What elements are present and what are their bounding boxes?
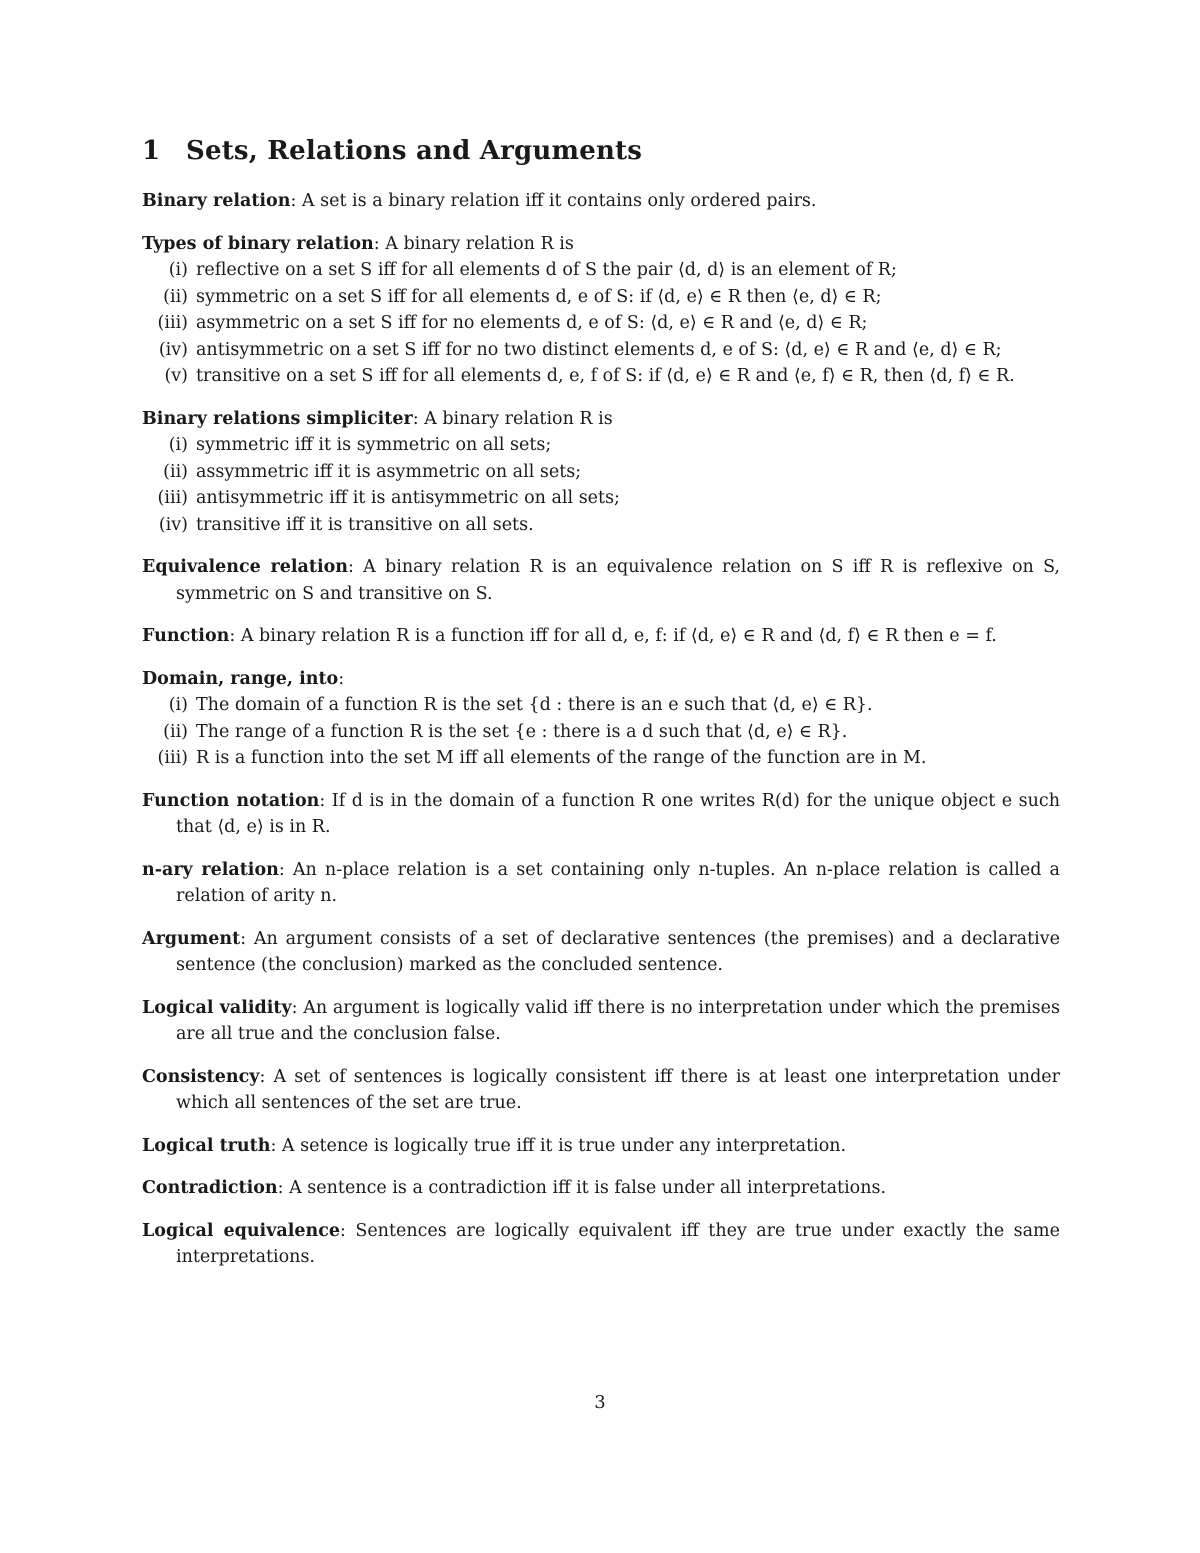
item-label: (iv) — [158, 514, 188, 535]
definition-entry: Types of binary relation: A binary relation R is (i) reflective on a set S iff for all elements d of S the pair ⟨d, d⟩ is an element of R; (ii) symmetric on a set S iff for all elements d, e of S: if ⟨d, e⟩ ∈ R then ⟨e, d⟩ ∈ R; (iii) asymmetric on a set S iff for no elements d, e of S: ⟨d, e⟩ ∈ R and ⟨e, d⟩ ∈ R; (iv) antisymmetric on a set S iff for no two distinct elements d, e of S: ⟨d, e⟩ ∈ R and ⟨e, d⟩ ∈ R; (v) transitive on a set S iff for all elements d, e, f of S: if ⟨d, e⟩ ∈ R and ⟨e, f⟩ ∈ R, then ⟨d, f⟩ ∈ R. — [142, 231, 1060, 390]
definition-term: Types of binary relation — [142, 233, 374, 254]
definition-body: An argument consists of a set of declarative sentences (the premises) and a declarative sentence (the conclusion) marked as the concluded sentence. — [176, 928, 1060, 975]
item-text: The domain of a function R is the set {d : there is an e such that ⟨d, e⟩ ∈ R}. — [196, 695, 873, 715]
item-label: (iii) — [157, 313, 188, 333]
section-title: Sets, Relations and Arguments — [186, 136, 643, 166]
definition-term: Binary relation — [142, 191, 291, 211]
item-text: assymmetric iff it is asymmetric on all sets; — [196, 461, 582, 482]
list-item — [142, 432, 1060, 459]
item-label: (iii) — [157, 748, 188, 768]
definition-entry: Logical validity: An argument is logically valid iff there is no interpretation under which the premises are all true and the conclusion false. — [142, 997, 1060, 1044]
item-text: asymmetric on a set S iff for no elements d, e of S: ⟨d, e⟩ ∈ R and ⟨e, d⟩ ∈ R; — [196, 313, 868, 333]
definition-term: Argument — [142, 928, 241, 949]
section-number: 1 — [142, 136, 161, 166]
definition-term: Binary relations simpliciter — [142, 408, 413, 429]
list-item — [142, 719, 1060, 746]
definition-body: An argument is logically valid iff there is no interpretation under which the premises are all true and the conclusion false. — [176, 997, 1060, 1044]
definition-entry: Logical equivalence: Sentences are logically equivalent iff they are true under exactly the same interpretations. — [142, 1220, 1060, 1267]
item-label: (ii) — [163, 461, 188, 482]
definition-entry: Function notation: If d is in the domain of a function R one writes R(d) for the unique object e such that ⟨d, e⟩ is in R. — [142, 790, 1060, 837]
definition-body: If d is in the domain of a function R one writes R(d) for the unique object e such that ⟨d, e⟩ is in R. — [176, 790, 1060, 837]
item-text: symmetric on a set S iff for all elements d, e of S: if ⟨d, e⟩ ∈ R then ⟨e, d⟩ ∈ R; — [196, 286, 882, 307]
list-item — [142, 512, 1060, 539]
item-text: antisymmetric on a set S iff for no two distinct elements d, e of S: ⟨d, e⟩ ∈ R and ⟨e, d⟩ ∈ R; — [196, 339, 1002, 360]
item-text: transitive on a set S iff for all elements d, e, f of S: if ⟨d, e⟩ ∈ R and ⟨e, f⟩ ∈ R, then ⟨d, f⟩ ∈ R. — [196, 366, 1015, 386]
list-item — [142, 257, 1060, 284]
definition-entry: Equivalence relation: A binary relation R is an equivalence relation on S iff R is reflexive on S, symmetric on S and transitive on S. — [142, 557, 1060, 604]
list-item — [142, 337, 1060, 364]
item-label: (iv) — [158, 339, 188, 360]
definition-items — [142, 432, 1060, 538]
item-label: (ii) — [163, 286, 188, 307]
definition-term: Consistency — [142, 1066, 260, 1087]
definition-body: An n-place relation is a set containing only n-tuples. An n-place relation is called a relation of arity n. — [176, 859, 1060, 906]
definition-body: A binary relation R is a function iff for all d, e, f: if ⟨d, e⟩ ∈ R and ⟨d, f⟩ ∈ R then e = f. — [240, 626, 997, 646]
definition-body: A binary relation R is — [424, 408, 613, 429]
item-text: symmetric iff it is symmetric on all sets; — [196, 435, 552, 455]
page-number: 3 — [594, 1392, 606, 1413]
definition-items — [142, 692, 1060, 772]
definition-entry: Consistency: A set of sentences is logically consistent iff there is at least one interpretation under which all sentences of the set are true. — [142, 1066, 1061, 1113]
list-item — [142, 284, 1060, 311]
definition-items — [142, 257, 1060, 390]
definition-term: Logical validity — [142, 997, 292, 1018]
list-item — [142, 692, 1060, 719]
item-label: (i) — [168, 695, 188, 715]
list-item — [142, 485, 1060, 512]
definition-entry: Binary relations simpliciter: A binary relation R is (i) symmetric iff it is symmetric on all sets; (ii) assymmetric iff it is asymmetric on all sets; (iii) antisymmetric iff it is antisymmetric on all sets; (iv) transitive iff it is transitive on all sets. — [142, 406, 1060, 539]
definition-term: Equivalence relation — [142, 557, 348, 577]
item-label: (i) — [168, 260, 188, 280]
definitions-list — [142, 188, 1060, 1287]
definition-entry: n-ary relation: An n-place relation is a set containing only n-tuples. An n-place relation is called a relation of arity n. — [142, 859, 1060, 906]
item-text: The range of a function R is the set {e : there is a d such that ⟨d, e⟩ ∈ R}. — [196, 721, 848, 742]
definition-body: A set is a binary relation iff it contains only ordered pairs. — [301, 191, 817, 211]
item-text: reflective on a set S iff for all elements d of S the pair ⟨d, d⟩ is an element of R; — [196, 260, 897, 280]
definition-body: A binary relation R is an equivalence relation on S iff R is reflexive on S, symmetric on S and transitive on S. — [176, 557, 1060, 604]
definition-entry: Logical truth: A setence is logically true iff it is true under any interpretation. — [142, 1135, 847, 1156]
definition-term: Logical equivalence — [142, 1220, 340, 1241]
definition-body: A setence is logically true iff it is true under any interpretation. — [281, 1135, 847, 1156]
definition-body: Sentences are logically equivalent iff they are true under exactly the same interpretations. — [176, 1220, 1060, 1267]
definition-entry: Domain, range, into: (i) The domain of a function R is the set {d : there is an e such that ⟨d, e⟩ ∈ R}. (ii) The range of a function R is the set {e : there is a d such that ⟨d, e⟩ ∈ R}. (iii) R is a function into the set M iff all elements of the range of the function are in M. — [142, 666, 1060, 772]
definition-term: Domain, range, into — [142, 668, 339, 689]
definition-term: n-ary relation — [142, 859, 279, 880]
definition-term: Function notation — [142, 790, 320, 811]
list-item — [142, 459, 1060, 486]
definition-body: A sentence is a contradiction iff it is false under all interpretations. — [289, 1178, 887, 1198]
section-heading — [142, 136, 642, 166]
item-label: (ii) — [163, 721, 188, 742]
list-item — [142, 310, 1060, 337]
item-text: antisymmetric iff it is antisymmetric on all sets; — [196, 488, 620, 508]
list-item — [142, 363, 1060, 390]
item-label: (i) — [168, 435, 188, 455]
item-text: transitive iff it is transitive on all sets. — [196, 514, 534, 535]
definition-entry: Function: A binary relation R is a function iff for all d, e, f: if ⟨d, e⟩ ∈ R and ⟨d, f⟩ ∈ R then e = f. — [142, 626, 997, 646]
definition-body: A set of sentences is logically consistent iff there is at least one interpretation under which all sentences of the set are true. — [176, 1066, 1061, 1113]
definition-term: Logical truth — [142, 1135, 271, 1156]
list-item — [142, 745, 1060, 772]
definition-term: Function — [142, 626, 230, 646]
item-label: (v) — [164, 366, 188, 386]
item-text: R is a function into the set M iff all elements of the range of the function are in M. — [196, 748, 927, 768]
definition-entry: Binary relation: A set is a binary relation iff it contains only ordered pairs. — [142, 191, 817, 211]
definition-term: Contradiction — [142, 1178, 278, 1198]
item-label: (iii) — [157, 488, 188, 508]
definition-entry: Contradiction: A sentence is a contradiction iff it is false under all interpretations. — [142, 1178, 887, 1198]
definition-entry: Argument: An argument consists of a set of declarative sentences (the premises) and a declarative sentence (the conclusion) marked as the concluded sentence. — [142, 928, 1060, 975]
definition-body: A binary relation R is — [385, 233, 574, 254]
